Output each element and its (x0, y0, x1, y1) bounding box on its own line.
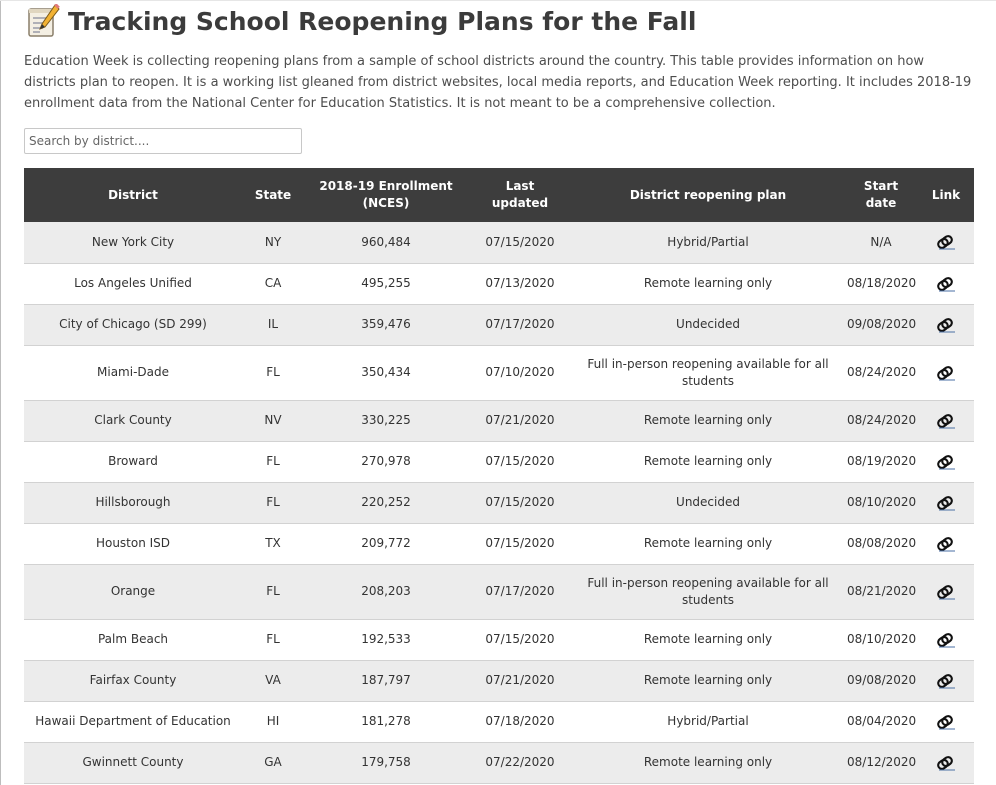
cell-reopening-plan: Remote learning only (572, 263, 844, 304)
cell-district: New York City (24, 222, 242, 263)
column-header-enrollment[interactable]: 2018-19 Enrollment (NCES) (304, 168, 468, 222)
link-icon[interactable] (936, 632, 956, 648)
cell-enrollment: 960,484 (304, 222, 468, 263)
title-row (26, 4, 696, 38)
cell-district: Clark County (24, 400, 242, 441)
cell-last-updated: 07/15/2020 (468, 222, 572, 263)
cell-last-updated: 07/13/2020 (468, 263, 572, 304)
column-header-link: Link (918, 168, 974, 222)
cell-enrollment: 270,978 (304, 441, 468, 482)
link-icon[interactable] (936, 495, 956, 511)
header-row (24, 168, 974, 222)
memo-icon (26, 4, 60, 38)
table-row (24, 263, 974, 304)
cell-district: City of Chicago (SD 299) (24, 304, 242, 345)
column-header-last-updated[interactable]: Last updated (468, 168, 572, 222)
link-icon[interactable] (936, 536, 956, 552)
cell-enrollment: 192,533 (304, 619, 468, 660)
cell-enrollment: 208,203 (304, 564, 468, 619)
cell-last-updated: 07/17/2020 (468, 564, 572, 619)
column-header-reopening-plan[interactable]: District reopening plan (572, 168, 844, 222)
cell-last-updated: 07/10/2020 (468, 345, 572, 400)
cell-state: FL (242, 345, 304, 400)
cell-reopening-plan: Remote learning only (572, 441, 844, 482)
cell-district: Houston ISD (24, 523, 242, 564)
cell-state: FL (242, 564, 304, 619)
cell-enrollment: 220,252 (304, 482, 468, 523)
column-header-state[interactable]: State (242, 168, 304, 222)
cell-link (918, 523, 974, 564)
cell-state: FL (242, 619, 304, 660)
cell-district: Hawaii Department of Education (24, 701, 242, 742)
search-input[interactable] (24, 128, 302, 154)
cell-start-date: 08/24/2020 (844, 345, 918, 400)
cell-enrollment: 330,225 (304, 400, 468, 441)
cell-enrollment: 179,758 (304, 742, 468, 783)
cell-last-updated: 07/15/2020 (468, 523, 572, 564)
cell-district: Palm Beach (24, 619, 242, 660)
cell-reopening-plan: Remote learning only (572, 400, 844, 441)
cell-last-updated: 07/22/2020 (468, 742, 572, 783)
link-icon[interactable] (936, 413, 956, 429)
cell-last-updated: 07/15/2020 (468, 482, 572, 523)
cell-start-date: 08/10/2020 (844, 619, 918, 660)
cell-state: GA (242, 742, 304, 783)
cell-reopening-plan: Full in-person reopening available for all students (572, 345, 844, 400)
cell-reopening-plan: Hybrid/Partial (572, 701, 844, 742)
link-icon[interactable] (936, 234, 956, 250)
cell-enrollment: 495,255 (304, 263, 468, 304)
cell-start-date: 08/21/2020 (844, 564, 918, 619)
link-icon[interactable] (936, 714, 956, 730)
cell-state: VA (242, 660, 304, 701)
table-row (24, 701, 974, 742)
table-body (24, 222, 974, 783)
link-icon[interactable] (936, 317, 956, 333)
table-row (24, 345, 974, 400)
cell-start-date: 08/12/2020 (844, 742, 918, 783)
table-row (24, 400, 974, 441)
cell-reopening-plan: Remote learning only (572, 619, 844, 660)
cell-enrollment: 187,797 (304, 660, 468, 701)
cell-state: NV (242, 400, 304, 441)
cell-link (918, 742, 974, 783)
page-left-border (0, 0, 1, 785)
cell-link (918, 564, 974, 619)
cell-state: NY (242, 222, 304, 263)
link-icon[interactable] (936, 673, 956, 689)
cell-start-date: 08/10/2020 (844, 482, 918, 523)
cell-start-date: 09/08/2020 (844, 304, 918, 345)
cell-start-date: 08/08/2020 (844, 523, 918, 564)
cell-link (918, 222, 974, 263)
cell-link (918, 619, 974, 660)
table-row (24, 304, 974, 345)
table-row (24, 660, 974, 701)
cell-enrollment: 181,278 (304, 701, 468, 742)
cell-last-updated: 07/17/2020 (468, 304, 572, 345)
link-icon[interactable] (936, 365, 956, 381)
table-row (24, 564, 974, 619)
cell-reopening-plan: Remote learning only (572, 742, 844, 783)
cell-reopening-plan: Remote learning only (572, 523, 844, 564)
link-icon[interactable] (936, 454, 956, 470)
page-top-border (0, 0, 996, 1)
cell-start-date: 08/24/2020 (844, 400, 918, 441)
table-row (24, 482, 974, 523)
cell-district: Orange (24, 564, 242, 619)
cell-link (918, 441, 974, 482)
cell-last-updated: 07/21/2020 (468, 400, 572, 441)
cell-start-date: 09/08/2020 (844, 660, 918, 701)
cell-link (918, 400, 974, 441)
table-row (24, 619, 974, 660)
cell-link (918, 482, 974, 523)
cell-start-date: 08/18/2020 (844, 263, 918, 304)
cell-link (918, 304, 974, 345)
cell-last-updated: 07/18/2020 (468, 701, 572, 742)
cell-state: CA (242, 263, 304, 304)
cell-enrollment: 209,772 (304, 523, 468, 564)
table-row (24, 523, 974, 564)
cell-start-date: N/A (844, 222, 918, 263)
cell-state: HI (242, 701, 304, 742)
cell-reopening-plan: Full in-person reopening available for all students (572, 564, 844, 619)
table-row (24, 742, 974, 783)
link-icon[interactable] (936, 755, 956, 771)
cell-last-updated: 07/21/2020 (468, 660, 572, 701)
cell-start-date: 08/04/2020 (844, 701, 918, 742)
table-row (24, 222, 974, 263)
cell-district: Gwinnett County (24, 742, 242, 783)
link-icon[interactable] (936, 584, 956, 600)
cell-district: Los Angeles Unified (24, 263, 242, 304)
cell-reopening-plan: Undecided (572, 304, 844, 345)
cell-reopening-plan: Undecided (572, 482, 844, 523)
cell-enrollment: 350,434 (304, 345, 468, 400)
reopening-plans-table (24, 168, 974, 784)
table-row (24, 441, 974, 482)
cell-link (918, 701, 974, 742)
cell-link (918, 263, 974, 304)
cell-district: Miami-Dade (24, 345, 242, 400)
cell-link (918, 345, 974, 400)
cell-reopening-plan: Remote learning only (572, 660, 844, 701)
cell-state: FL (242, 482, 304, 523)
page-title: Tracking School Reopening Plans for the Fall (68, 6, 697, 36)
cell-last-updated: 07/15/2020 (468, 441, 572, 482)
column-header-district[interactable]: District (24, 168, 242, 222)
cell-district: Fairfax County (24, 660, 242, 701)
cell-last-updated: 07/15/2020 (468, 619, 572, 660)
cell-start-date: 08/19/2020 (844, 441, 918, 482)
cell-district: Hillsborough (24, 482, 242, 523)
intro-text: Education Week is collecting reopening plans from a sample of school districts around the country. This table provides information on how districts plan to reopen. It is a working list gleaned from district websites, local media reports, and Education Week reporting. It includes 2018-19 enrollment data from the National Center for Education Statistics. It is not meant to be a comprehensive collection. (24, 54, 972, 111)
cell-enrollment: 359,476 (304, 304, 468, 345)
cell-state: TX (242, 523, 304, 564)
cell-link (918, 660, 974, 701)
cell-district: Broward (24, 441, 242, 482)
link-icon[interactable] (936, 276, 956, 292)
cell-state: IL (242, 304, 304, 345)
cell-state: FL (242, 441, 304, 482)
column-header-start-date[interactable]: Start date (844, 168, 918, 222)
cell-reopening-plan: Hybrid/Partial (572, 222, 844, 263)
